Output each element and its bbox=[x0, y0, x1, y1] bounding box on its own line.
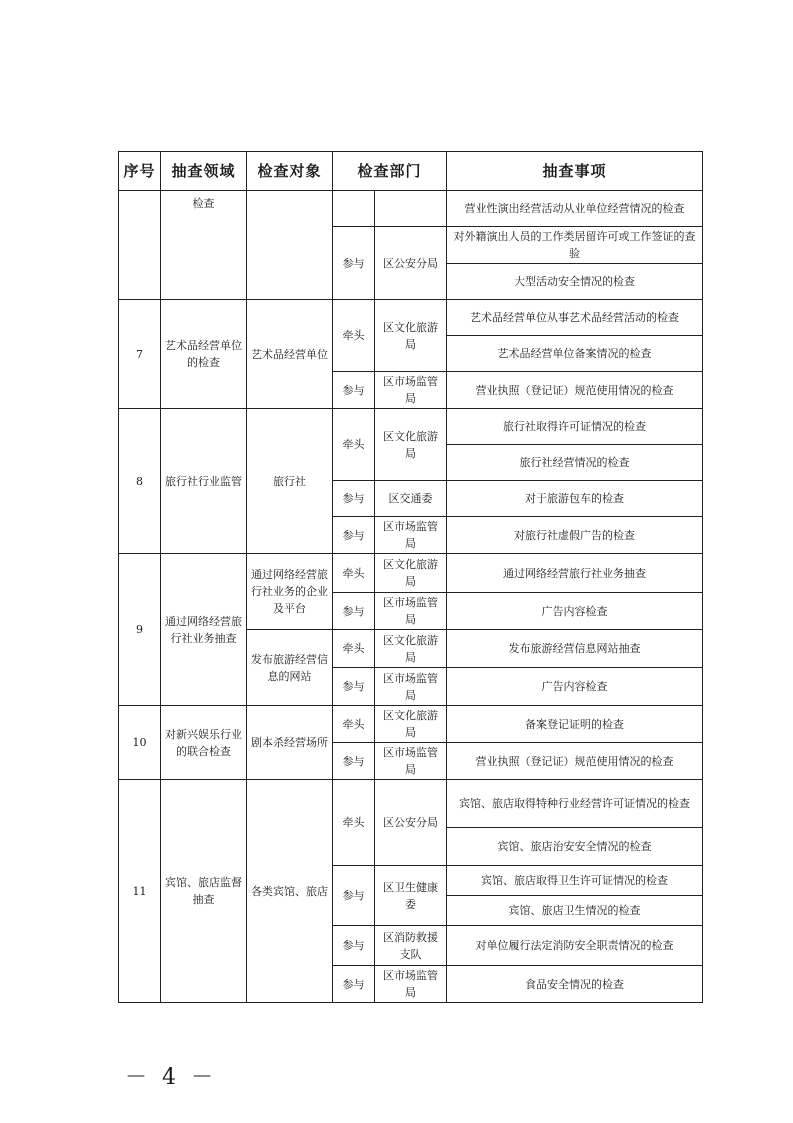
table-row bbox=[119, 409, 703, 445]
item-cell: 旅行社经营情况的检查 bbox=[447, 445, 703, 481]
domain-cell: 通过网络经营旅行社业务抽查 bbox=[161, 554, 247, 706]
header-dept: 检查部门 bbox=[333, 152, 447, 191]
dept-cell: 区交通委 bbox=[375, 481, 447, 517]
item-cell: 宾馆、旅店取得卫生许可证情况的检查 bbox=[447, 866, 703, 896]
seq-cell: 9 bbox=[119, 554, 161, 706]
item-cell: 备案登记证明的检查 bbox=[447, 706, 703, 743]
role-cell: 参与 bbox=[333, 227, 375, 300]
seq-cell bbox=[119, 191, 161, 300]
table-row bbox=[119, 706, 703, 743]
dept-cell: 区文化旅游局 bbox=[375, 554, 447, 593]
item-cell: 宾馆、旅店取得特种行业经营许可证情况的检查 bbox=[447, 780, 703, 828]
dept-cell: 区公安分局 bbox=[375, 780, 447, 866]
role-cell: 牵头 bbox=[333, 630, 375, 668]
dept-cell: 区公安分局 bbox=[375, 227, 447, 300]
dept-cell: 区市场监管局 bbox=[375, 593, 447, 630]
role-cell: 参与 bbox=[333, 668, 375, 706]
role-cell: 牵头 bbox=[333, 780, 375, 866]
object-cell: 剧本杀经营场所 bbox=[247, 706, 333, 780]
item-cell: 大型活动安全情况的检查 bbox=[447, 264, 703, 300]
object-cell: 旅行社 bbox=[247, 409, 333, 554]
dept-cell: 区市场监管局 bbox=[375, 372, 447, 409]
header-items: 抽查事项 bbox=[447, 152, 703, 191]
object-cell: 各类宾馆、旅店 bbox=[247, 780, 333, 1003]
item-cell: 艺术品经营单位从事艺术品经营活动的检查 bbox=[447, 300, 703, 336]
item-cell: 营业性演出经营活动从业单位经营情况的检查 bbox=[447, 191, 703, 227]
table-row bbox=[119, 554, 703, 593]
item-cell: 广告内容检查 bbox=[447, 668, 703, 706]
table-row bbox=[119, 191, 703, 227]
header-object: 检查对象 bbox=[247, 152, 333, 191]
table-header-row bbox=[119, 152, 703, 191]
object-cell bbox=[247, 191, 333, 300]
domain-cell: 旅行社行业监管 bbox=[161, 409, 247, 554]
dept-cell: 区市场监管局 bbox=[375, 966, 447, 1003]
role-cell: 参与 bbox=[333, 966, 375, 1003]
item-cell: 发布旅游经营信息网站抽查 bbox=[447, 630, 703, 668]
dept-cell: 区文化旅游局 bbox=[375, 706, 447, 743]
object-cell: 通过网络经营旅行社业务的企业及平台 bbox=[247, 554, 333, 630]
header-seq: 序号 bbox=[119, 152, 161, 191]
item-cell: 对于旅游包车的检查 bbox=[447, 481, 703, 517]
dept-cell: 区市场监管局 bbox=[375, 668, 447, 706]
role-cell: 参与 bbox=[333, 372, 375, 409]
seq-cell: 10 bbox=[119, 706, 161, 780]
inspection-table bbox=[118, 151, 703, 1003]
role-cell: 参与 bbox=[333, 481, 375, 517]
page-number: － 4 － bbox=[125, 1065, 217, 1090]
role-cell bbox=[333, 191, 375, 227]
role-cell: 参与 bbox=[333, 743, 375, 780]
domain-cell: 宾馆、旅店监督抽查 bbox=[161, 780, 247, 1003]
item-cell: 艺术品经营单位备案情况的检查 bbox=[447, 336, 703, 372]
object-cell: 发布旅游经营信息的网站 bbox=[247, 630, 333, 706]
domain-cell: 检查 bbox=[161, 191, 247, 300]
seq-cell: 11 bbox=[119, 780, 161, 1003]
item-cell: 通过网络经营旅行社业务抽查 bbox=[447, 554, 703, 593]
role-cell: 牵头 bbox=[333, 300, 375, 372]
role-cell: 参与 bbox=[333, 593, 375, 630]
header-domain: 抽查领域 bbox=[161, 152, 247, 191]
item-cell: 食品安全情况的检查 bbox=[447, 966, 703, 1003]
item-cell: 广告内容检查 bbox=[447, 593, 703, 630]
role-cell: 牵头 bbox=[333, 554, 375, 593]
item-cell: 对单位履行法定消防安全职责情况的检查 bbox=[447, 926, 703, 966]
dept-cell: 区卫生健康委 bbox=[375, 866, 447, 926]
dept-cell: 区文化旅游局 bbox=[375, 409, 447, 481]
role-cell: 参与 bbox=[333, 926, 375, 966]
table-row bbox=[119, 780, 703, 828]
role-cell: 牵头 bbox=[333, 409, 375, 481]
dept-cell: 区消防救援支队 bbox=[375, 926, 447, 966]
table-row bbox=[119, 300, 703, 336]
item-cell: 对外籍演出人员的工作类居留许可或工作签证的查验 bbox=[447, 227, 703, 264]
object-cell: 艺术品经营单位 bbox=[247, 300, 333, 409]
seq-cell: 8 bbox=[119, 409, 161, 554]
item-cell: 营业执照（登记证）规范使用情况的检查 bbox=[447, 372, 703, 409]
item-cell: 宾馆、旅店治安安全情况的检查 bbox=[447, 828, 703, 866]
seq-cell: 7 bbox=[119, 300, 161, 409]
dept-cell bbox=[375, 191, 447, 227]
dept-cell: 区文化旅游局 bbox=[375, 630, 447, 668]
dept-cell: 区文化旅游局 bbox=[375, 300, 447, 372]
domain-cell: 对新兴娱乐行业的联合检查 bbox=[161, 706, 247, 780]
inspection-table-wrapper bbox=[118, 151, 702, 999]
dept-cell: 区市场监管局 bbox=[375, 517, 447, 554]
item-cell: 对旅行社虚假广告的检查 bbox=[447, 517, 703, 554]
role-cell: 参与 bbox=[333, 517, 375, 554]
domain-cell: 艺术品经营单位的检查 bbox=[161, 300, 247, 409]
item-cell: 旅行社取得许可证情况的检查 bbox=[447, 409, 703, 445]
role-cell: 参与 bbox=[333, 866, 375, 926]
item-cell: 宾馆、旅店卫生情况的检查 bbox=[447, 896, 703, 926]
dept-cell: 区市场监管局 bbox=[375, 743, 447, 780]
item-cell: 营业执照（登记证）规范使用情况的检查 bbox=[447, 743, 703, 780]
role-cell: 牵头 bbox=[333, 706, 375, 743]
